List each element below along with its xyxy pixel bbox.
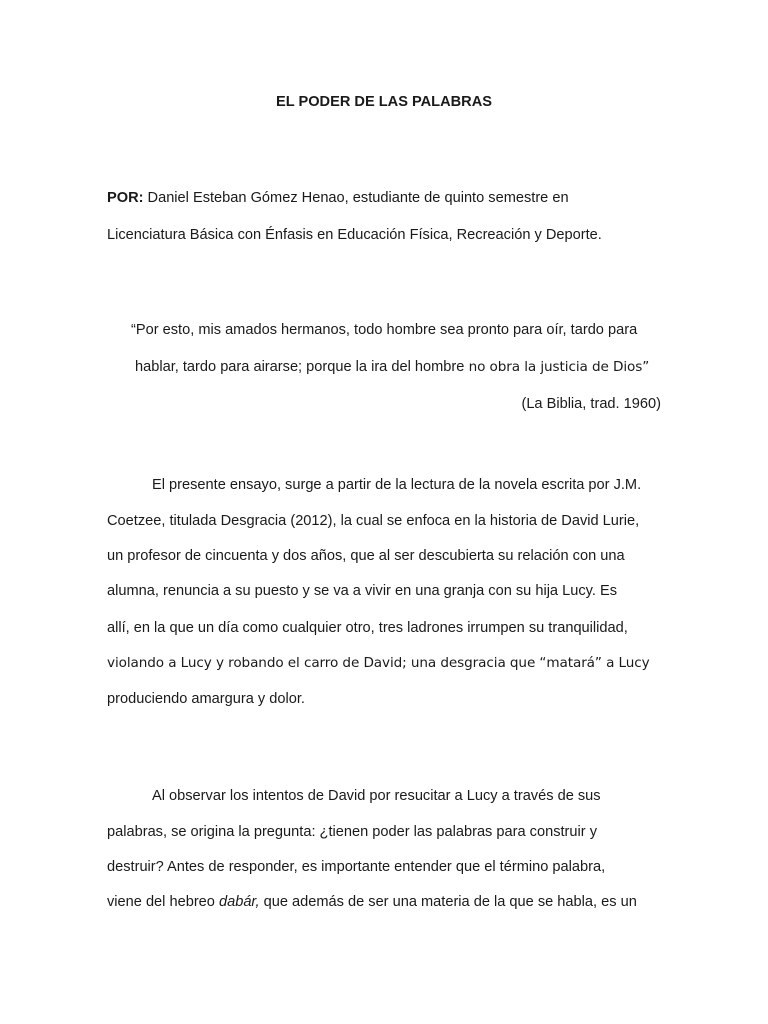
quote-citation: (La Biblia, trad. 1960) — [521, 396, 661, 412]
quote-line-1: “Por esto, mis amados hermanos, todo hombre sea pronto para oír, tardo para — [131, 322, 638, 338]
paragraph-2-text-4c: que además de ser una materia de la que se habla, es un — [259, 894, 637, 910]
quote-line-2 — [135, 358, 649, 376]
hebrew-term: dabár, — [218, 894, 260, 910]
paragraph-1-line-2: Coetzee, titulada Desgracia (2012), la cual se enfoca en la historia de David Lurie, — [107, 513, 640, 529]
author-label: POR: — [107, 190, 144, 206]
paragraph-2-line-1: Al observar los intentos de David por resucitar a Lucy a través de sus — [152, 788, 601, 804]
author-text-1: Daniel Esteban Gómez Henao, estudiante de quinto semestre en — [143, 190, 569, 206]
paragraph-1-line-4: alumna, renuncia a su puesto y se va a vivir en una granja con su hija Lucy. Es — [107, 583, 617, 599]
paragraph-1-line-7: produciendo amargura y dolor. — [107, 691, 305, 707]
paragraph-2-line-3: destruir? Antes de responder, es importante entender que el término palabra, — [107, 859, 606, 875]
paragraph-2-text-4a: viene del hebreo — [107, 894, 219, 910]
document-title: EL PODER DE LAS PALABRAS — [276, 94, 492, 110]
paragraph-1-line-3: un profesor de cincuenta y dos años, que al ser descubierta su relación con una — [107, 548, 625, 564]
quote-text-2a: hablar, tardo para airarse; porque la ira del hombre — [135, 359, 465, 375]
author-line-1 — [107, 189, 569, 207]
paragraph-1-line-5: allí, en la que un día como cualquier otro, tres ladrones irrumpen su tranquilidad, — [107, 620, 628, 636]
paragraph-1-line-1: El presente ensayo, surge a partir de la lectura de la novela escrita por J.M. — [152, 477, 642, 493]
paragraph-2-line-4 — [107, 893, 637, 911]
quote-text-2b: no obra la justicia de Dios” — [464, 359, 650, 375]
paragraph-1-line-6: violando a Lucy y robando el carro de David; una desgracia que “matará” a Lucy — [107, 655, 650, 671]
author-line-2: Licenciatura Básica con Énfasis en Educación Física, Recreación y Deporte. — [107, 227, 602, 243]
paragraph-2-line-2: palabras, se origina la pregunta: ¿tienen poder las palabras para construir y — [107, 824, 597, 840]
